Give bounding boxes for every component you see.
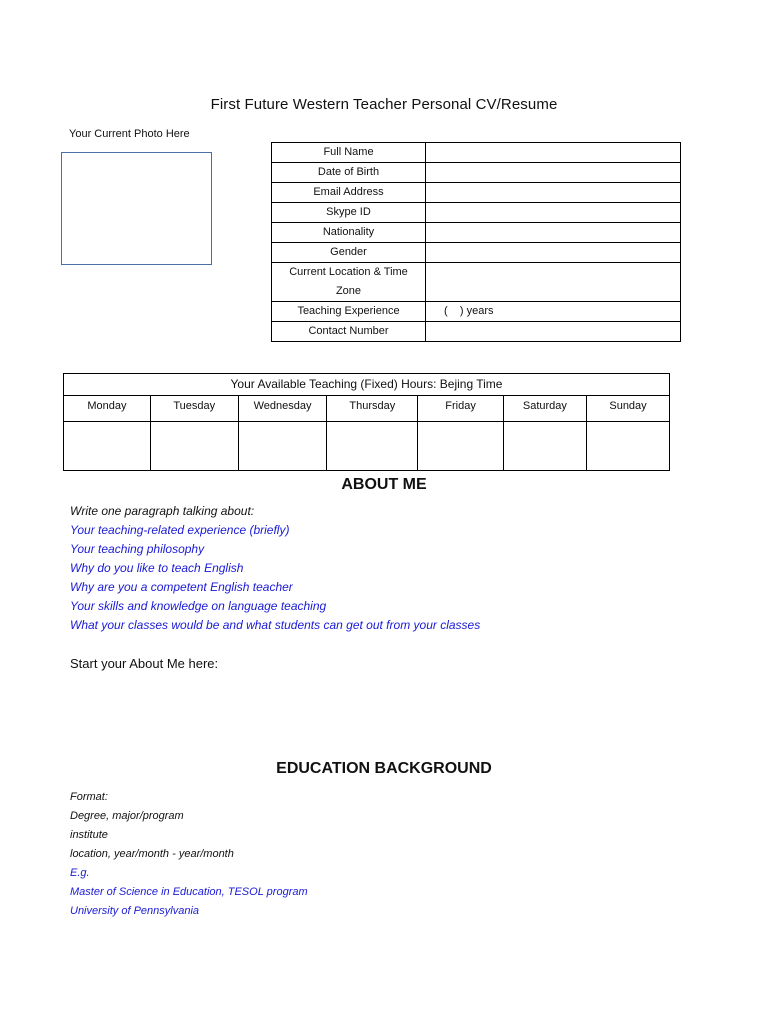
gender-field[interactable]: [426, 243, 681, 263]
about-me-prompt: Your teaching philosophy: [70, 542, 205, 556]
location-time-zone-field[interactable]: [426, 263, 681, 302]
day-header-tuesday: Tuesday: [150, 396, 238, 422]
teaching-experience-field[interactable]: ( ) years: [426, 302, 681, 322]
photo-label: Your Current Photo Here: [69, 128, 190, 140]
day-header-wednesday: Wednesday: [238, 396, 327, 422]
about-me-instructions: [70, 502, 480, 635]
hours-cell-thursday[interactable]: [327, 422, 418, 471]
info-row-full-name: [272, 143, 681, 163]
education-heading: EDUCATION BACKGROUND: [276, 760, 492, 777]
hours-table-caption: Your Available Teaching (Fixed) Hours: Bejing Time: [64, 374, 670, 396]
info-label: Nationality: [272, 223, 426, 243]
info-row-teaching-experience: [272, 302, 681, 322]
full-name-field[interactable]: [426, 143, 681, 163]
day-header-sunday: Sunday: [587, 396, 670, 422]
info-label: Date of Birth: [272, 163, 426, 183]
skype-id-field[interactable]: [426, 203, 681, 223]
hours-cell-saturday[interactable]: [503, 422, 586, 471]
info-row-gender: [272, 243, 681, 263]
about-me-prompt: What your classes would be and what students can get out from your classes: [70, 618, 481, 632]
education-example-line: University of Pennsylvania: [70, 905, 200, 917]
date-of-birth-field[interactable]: [426, 163, 681, 183]
about-me-prompt: Why are you a competent English teacher: [70, 580, 293, 594]
info-label: Teaching Experience: [272, 302, 426, 322]
day-header-friday: Friday: [418, 396, 503, 422]
day-header-thursday: Thursday: [327, 396, 418, 422]
hours-cell-tuesday[interactable]: [150, 422, 238, 471]
education-format-line: Degree, major/program: [70, 810, 184, 822]
teaching-hours-table: [63, 373, 670, 471]
hours-cell-sunday[interactable]: [587, 422, 670, 471]
education-format-line: institute: [70, 829, 108, 841]
about-me-prompt: Your skills and knowledge on language teaching: [70, 599, 327, 613]
info-label: Skype ID: [272, 203, 426, 223]
nationality-field[interactable]: [426, 223, 681, 243]
info-label: Full Name: [272, 143, 426, 163]
email-field[interactable]: [426, 183, 681, 203]
info-label: Email Address: [272, 183, 426, 203]
info-label: Contact Number: [272, 322, 426, 342]
day-header-saturday: Saturday: [503, 396, 586, 422]
personal-info-table: [271, 142, 681, 342]
info-label: Current Location & Time Zone: [272, 263, 426, 302]
info-row-skype: [272, 203, 681, 223]
day-header-monday: Monday: [64, 396, 151, 422]
info-row-nationality: [272, 223, 681, 243]
hours-cell-monday[interactable]: [64, 422, 151, 471]
photo-placeholder-box[interactable]: [61, 152, 212, 265]
info-label: Gender: [272, 243, 426, 263]
education-example-label: E.g.: [70, 867, 90, 879]
education-format-line: location, year/month - year/month: [70, 848, 234, 860]
hours-cell-friday[interactable]: [418, 422, 503, 471]
document-title: First Future Western Teacher Personal CV/Resume: [210, 96, 558, 113]
info-row-date-of-birth: [272, 163, 681, 183]
about-me-start-label[interactable]: Start your About Me here:: [70, 656, 219, 671]
info-row-contact-number: [272, 322, 681, 342]
info-row-email: [272, 183, 681, 203]
info-row-location: [272, 263, 681, 302]
about-me-prompt: Why do you like to teach English: [70, 561, 244, 575]
education-instructions: [70, 788, 308, 921]
education-example-line: Master of Science in Education, TESOL program: [70, 886, 308, 898]
hours-cell-wednesday[interactable]: [238, 422, 327, 471]
about-me-prompt: Your teaching-related experience (briefly): [70, 523, 290, 537]
contact-number-field[interactable]: [426, 322, 681, 342]
education-format-label: Format:: [70, 791, 108, 803]
about-me-intro: Write one paragraph talking about:: [70, 504, 255, 518]
about-me-heading: ABOUT ME: [341, 476, 427, 493]
